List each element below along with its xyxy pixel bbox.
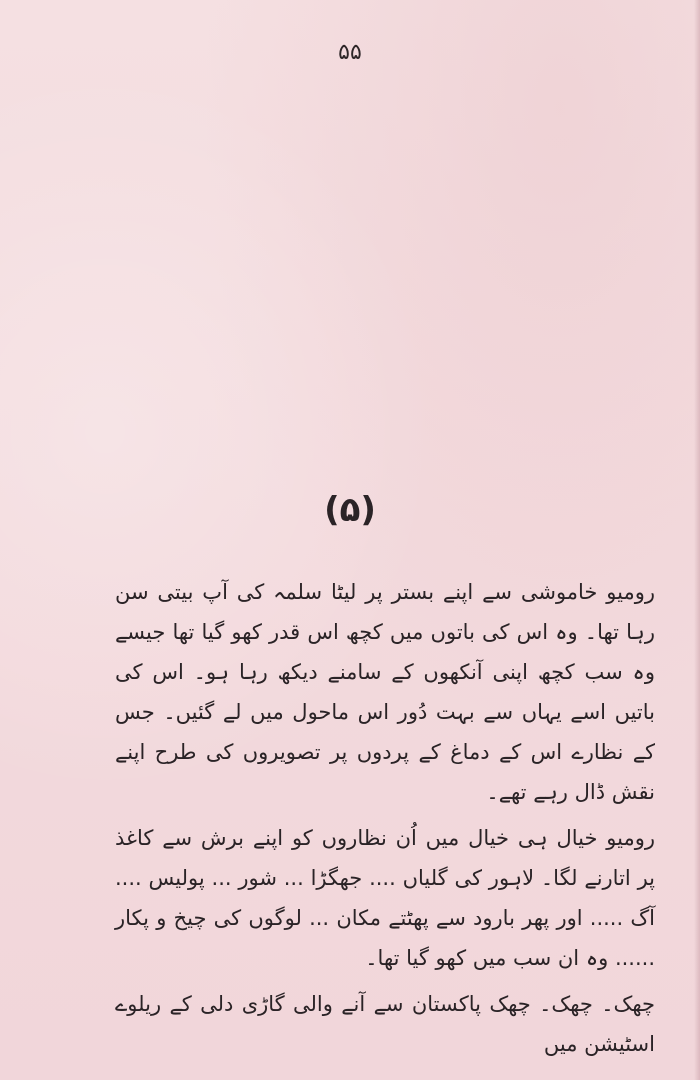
chapter-heading: (۵) [324,490,376,530]
paragraph: رومیو خاموشی سے اپنے بستر پر لیٹا سلمہ کی آپ بیتی سن رہا تھا۔ وہ اس کی باتوں میں کچھ اس قدر کھو گیا تھا جیسے وہ سب کچھ اپنی آنکھوں کے سامنے دیکھ رہا ہو۔ اس کی باتیں اسے یہاں سے بہت دُور اس ماحول میں لے گئیں۔ جس کے نظارے اس کے دماغ کے پردوں پر تصویروں کی طرح اپنے نقش ڈال رہے تھے۔ [115,580,655,804]
body-text [115,572,655,1070]
page-number: ۵۵ [338,40,362,65]
page-edge-shadow [694,0,700,1080]
paragraph: چھک۔ چھک۔ چھک پاکستان سے آنے والی گاڑی دلی کے ریلوے اسٹیشن میں [115,992,655,1056]
paragraph: رومیو خیال ہی خیال میں اُن نظاروں کو اپنے برش سے کاغذ پر اتارنے لگا۔ لاہور کی گلیاں .... جھگڑا ... شور ... پولیس .... آگ ..... اور پھر بارود سے پھٹتے مکان ... لوگوں کی چیخ و پکار ...... وہ ان سب میں کھو گیا تھا۔ [115,826,655,970]
